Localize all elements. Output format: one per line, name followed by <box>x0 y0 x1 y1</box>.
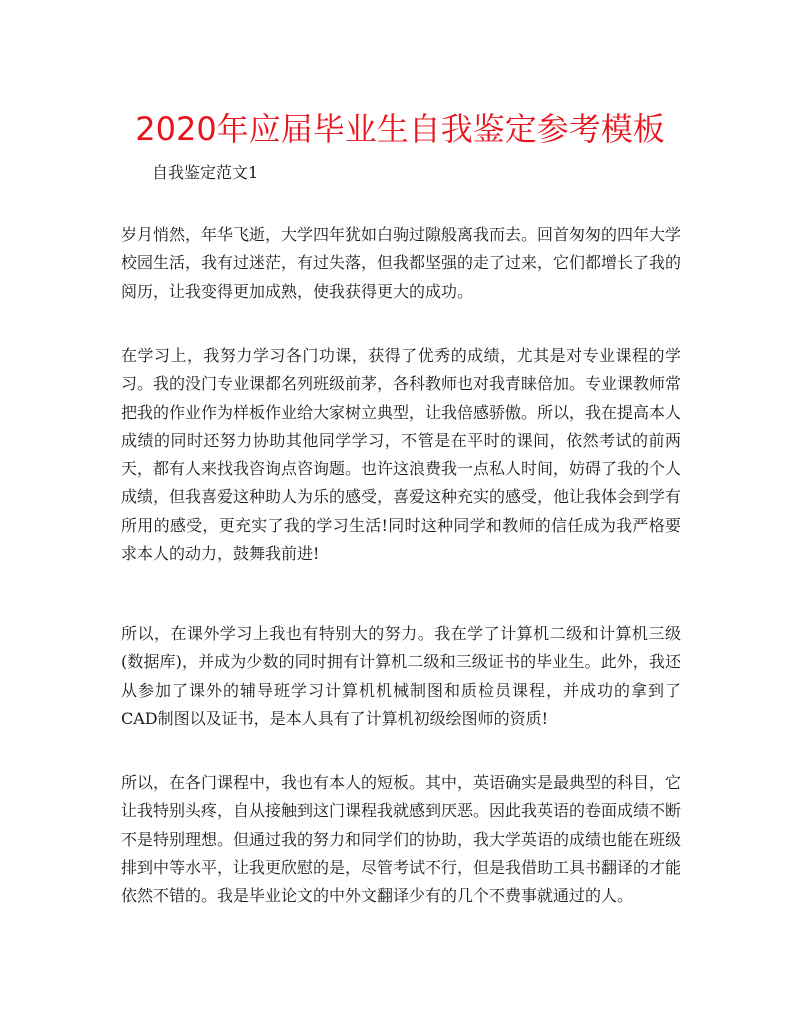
paragraph-2: 在学习上，我努力学习各门功课，获得了优秀的成绩，尤其是对专业课程的学习。我的没门专业课都名列班级前茅，各科教师也对我青睐倍加。专业课教师常把我的作业作为样板作业给大家树立典型，让我倍感骄傲。所以，我在提高本人成绩的同时还努力协助其他同学学习，不管是在平时的课间，依然考试的前两天，都有人来找我咨询点咨询题。也许这浪费我一点私人时间，妨碍了我的个人成绩，但我喜爱这种助人为乐的感受，喜爱这种充实的感受，他让我体会到学有所用的感受，更充实了我的学习生活!同时这种同学和教师的信任成为我严格要求本人的动力，鼓舞我前进! <box>121 346 682 564</box>
paragraph-3: 所以，在课外学习上我也有特别大的努力。我在学了计算机二级和计算机三级(数据库)，并成为少数的同时拥有计算机二级和三级证书的毕业生。此外，我还从参加了课外的辅导班学习计算机机械制图和质检员课程，并成功的拿到了CAD制图以及证书，是本人具有了计算机初级绘图师的资质! <box>121 624 681 728</box>
document-subtitle: 自我鉴定范文1 <box>152 163 259 182</box>
paragraph-4: 所以，在各门课程中，我也有本人的短板。其中，英语确实是最典型的科目，它让我特别头疼，自从接触到这门课程我就感到厌恶。因此我英语的卷面成绩不断不是特别理想。但通过我的努力和同学们的协助，我大学英语的成绩也能在班级排到中等水平，让我更欣慰的是，尽管考试不行，但是我借助工具书翻译的才能依然不错的。我是毕业论文的中外文翻译少有的几个不费事就通过的人。 <box>121 773 682 906</box>
document-title: 2020年应届毕业生自我鉴定参考模板 <box>135 110 665 148</box>
paragraph-1: 岁月悄然，年华飞逝，大学四年犹如白驹过隙般离我而去。回首匆匆的四年大学校园生活，我有过迷茫，有过失落，但我都坚强的走了过来，它们都增长了我的阅历，让我变得更加成熟，使我获得更大的成功。 <box>121 225 682 301</box>
